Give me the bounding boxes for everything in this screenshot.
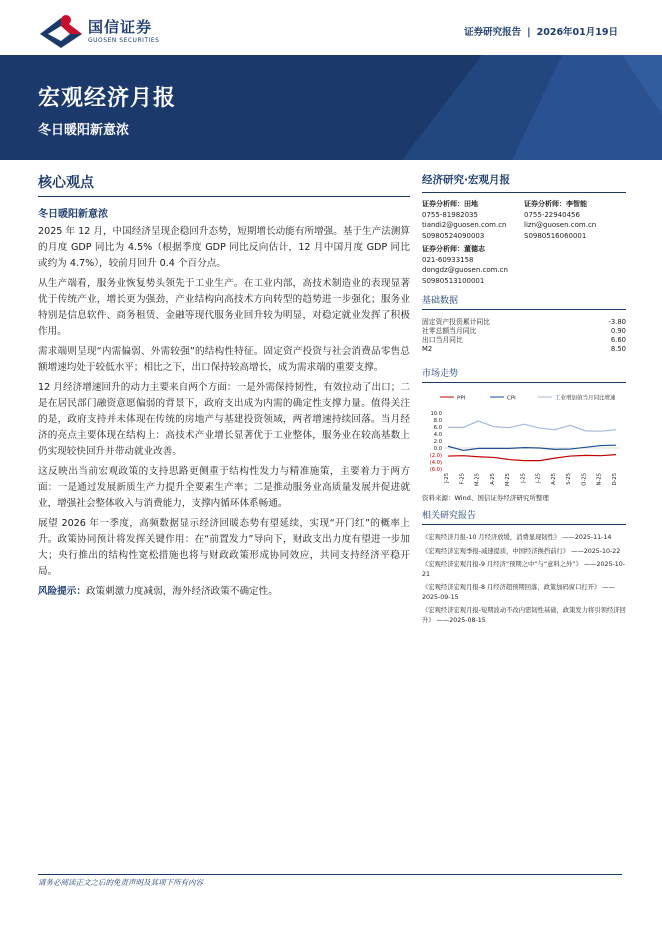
legend-label: 工业增加值当月同比增速	[555, 395, 616, 402]
basic-data-row	[422, 318, 626, 327]
x-tick-label: D-25	[612, 473, 618, 486]
analyst-card	[422, 199, 524, 241]
related-report-item[interactable]: 《宏观经济宏观月报-9 月经济“预期之中”与“意料之外”》 ——2025-10-21	[422, 561, 626, 578]
basic-data-label: 固定资产投资累计同比	[422, 318, 490, 326]
legend-label: CPI	[507, 395, 516, 402]
basic-data-label: M2	[422, 345, 433, 353]
core-views-heading: 核心观点	[38, 172, 410, 197]
report-subtitle: 冬日暖阳新意浓	[38, 123, 130, 138]
analyst-name: 李智能	[566, 200, 587, 208]
related-reports-heading: 相关研究报告	[422, 508, 626, 525]
y-tick-label: 8.0	[433, 418, 442, 424]
related-report-item[interactable]: 《宏观经济宏观季报-减速提质，中国经济换挡前行》 ——2025-10-22	[422, 547, 621, 555]
paragraph: 从生产端看，服务业恢复势头领先于工业生产。在工业内部，高技术制造业的表现显著优于传统产业，增长更为强劲，产业结构向高技术方向转型的趋势进一步强化；服务业特别是信息软件、商务租赁、金融等现代服务业回升较为明显，对稳定就业发挥了积极作用。	[38, 278, 410, 337]
report-type: 证券研究报告	[464, 27, 522, 38]
chart-source-note: 资料来源：Wind、国信证券经济研究所整理	[422, 494, 549, 502]
x-tick-label: M-25	[474, 473, 481, 486]
basic-data-row	[422, 327, 626, 336]
analyst-role: 证券分析师：	[524, 200, 566, 208]
basic-data-value: -3.80	[608, 318, 626, 326]
x-tick-label: S-25	[566, 473, 573, 485]
title-banner	[0, 55, 662, 160]
analyst-cert: S0980524090003	[422, 231, 485, 240]
y-tick-label: (2.0)	[429, 453, 442, 459]
paragraph: 2025 年 12 月，中国经济呈现企稳回升态势，短期增长动能有所增强。基于生产法测算的月度 GDP 同比为 4.5%（根据季度 GDP 同比反向估计，12 月中国月度 GDP 同比或约为 4.7%），较前月回升 0.4 个百分点。	[38, 226, 410, 269]
y-tick-label: 6.0	[433, 425, 442, 431]
series-line	[448, 421, 616, 431]
related-reports-list	[422, 533, 626, 625]
basic-data-label: 出口当月同比	[422, 336, 463, 344]
analyst-cert: S0980516060001	[524, 231, 587, 240]
market-trend-heading: 市场走势	[422, 366, 626, 383]
y-tick-label: (4.0)	[429, 460, 442, 466]
analyst-role: 证券分析师：	[422, 200, 464, 208]
x-tick-label: O-25	[581, 473, 588, 486]
sidebar-title: 经济研究·宏观月报	[422, 172, 626, 193]
report-date: 2026年01月19日	[536, 27, 618, 38]
analyst-phone: 0755-81982035	[422, 210, 478, 219]
basic-data-row	[422, 345, 626, 354]
analyst-card	[422, 244, 524, 286]
paragraph: 12 月经济增速回升的动力主要来自两个方面：一是外需保持韧性，有效拉动了出口；二是在居民部门融资意愿偏弱的背景下，政府支出成为内需的确定性支撑力量。值得关注的是，政府支持并未体现在传统的房地产与基建投资领域，两者增速持续回落。当月经济的亮点主要体现在结构上：高技术产业增长显著优于工业整体，服务业在较高基数上仍实现较快回升并带动就业改善。	[38, 382, 410, 457]
logo-text-cn: 国信证券	[88, 18, 153, 36]
meta-separator: |	[527, 27, 531, 38]
report-meta	[464, 24, 618, 38]
guosen-logo-mark-icon	[40, 14, 82, 48]
report-title: 宏观经济月报	[38, 86, 177, 111]
x-tick-label: F-25	[459, 473, 466, 485]
banner-decoration	[362, 55, 662, 160]
y-tick-label: (6.0)	[429, 467, 442, 473]
basic-data-value: 8.50	[610, 345, 626, 353]
analyst-email[interactable]: lizn@guosen.com.cn	[524, 221, 597, 229]
x-tick-label: J-25	[444, 473, 450, 483]
series-line	[448, 455, 616, 461]
analyst-email[interactable]: dongdz@guosen.com.cn	[422, 266, 508, 274]
risk-warning	[38, 584, 410, 600]
related-report-item[interactable]: 《宏观经济宏观月报-8 月经济超预期回落，政策加码窗口打开》 ——2025-09-15	[422, 584, 615, 601]
y-tick-label: 2.0	[433, 439, 442, 445]
guosen-logo	[40, 14, 180, 48]
y-tick-label: 4.0	[433, 432, 442, 438]
basic-data-heading: 基础数据	[422, 293, 626, 310]
x-tick-label: J-25	[535, 473, 542, 483]
analyst-card	[524, 199, 626, 241]
basic-data-table	[422, 318, 626, 354]
main-content	[38, 172, 410, 600]
market-trend-chart	[422, 389, 626, 491]
analyst-name: 董德志	[464, 245, 485, 253]
analyst-email[interactable]: tiandi2@guosen.com.cn	[422, 221, 507, 229]
paragraph: 需求端则呈现“内需偏弱、外需较强”的结构性特征。固定资产投资与社会消费品零售总额增速均处于较低水平；相比之下，出口保持较高增长，成为需求端的重要支撑。	[38, 346, 410, 373]
analyst-list	[422, 199, 626, 289]
page-header	[0, 0, 662, 55]
legend-label: PPI	[457, 395, 466, 402]
analyst-phone: 021-60933158	[422, 255, 474, 264]
core-views-subheading: 冬日暖阳新意浓	[38, 209, 108, 220]
x-tick-label: M-25	[505, 473, 512, 486]
footer-disclaimer: 请务必阅读正文之后的免责声明及其项下所有内容	[38, 878, 203, 887]
logo-text-en: GUOSEN SECURITIES	[88, 37, 160, 44]
y-tick-label: 10.0	[430, 411, 442, 417]
footer-divider	[38, 874, 622, 875]
sidebar	[422, 172, 626, 629]
analyst-phone: 0755-22940456	[524, 210, 580, 219]
paragraph: 这反映出当前宏观政策的支持思路更侧重于结构性发力与精准施策，主要着力于两方面：一是通过发展新质生产力提升全要素生产率；二是推动服务业高质量发展并促进就业，增强社会整体收入与消费能力，支撑内循环体系畅通。	[38, 466, 410, 509]
related-report-item[interactable]: 《宏观经济月报-10 月经济放缓，消费显现韧性》 ——2025-11-14	[422, 534, 612, 541]
analyst-name: 田地	[464, 200, 478, 208]
basic-data-row	[422, 336, 626, 345]
analyst-cert: S0980513100001	[422, 276, 485, 285]
related-report-item[interactable]: 《宏观经济宏观月报-短期波动不改内需韧性基础，政策发力将引领经济回升》 ——2025-08-15	[422, 607, 626, 624]
basic-data-value: 6.60	[610, 336, 626, 344]
risk-label: 风险提示：	[38, 586, 86, 597]
x-tick-label: A-25	[489, 473, 496, 485]
basic-data-label: 社零总额当月同比	[422, 327, 477, 335]
basic-data-value: 0.90	[610, 327, 626, 335]
analyst-role: 证券分析师：	[422, 245, 464, 253]
y-tick-label: 0.0	[433, 446, 442, 452]
risk-text: 政策刺激力度减弱，海外经济政策不确定性。	[85, 586, 278, 597]
paragraph: 展望 2026 年一季度，高频数据显示经济回暖态势有望延续，实现“开门红”的概率上升。政策协同预计将发挥关键作用：在“前置发力”导向下，财政支出力度有望进一步加大；央行推出的结构性宽松措施也将与财政政策形成协同效应，共同支持经济平稳开局。	[38, 518, 410, 577]
x-tick-label: N-25	[596, 473, 603, 486]
x-tick-label: A-25	[550, 473, 557, 485]
x-tick-label: J-25	[520, 473, 527, 483]
market-trend-chart-svg	[422, 389, 626, 491]
